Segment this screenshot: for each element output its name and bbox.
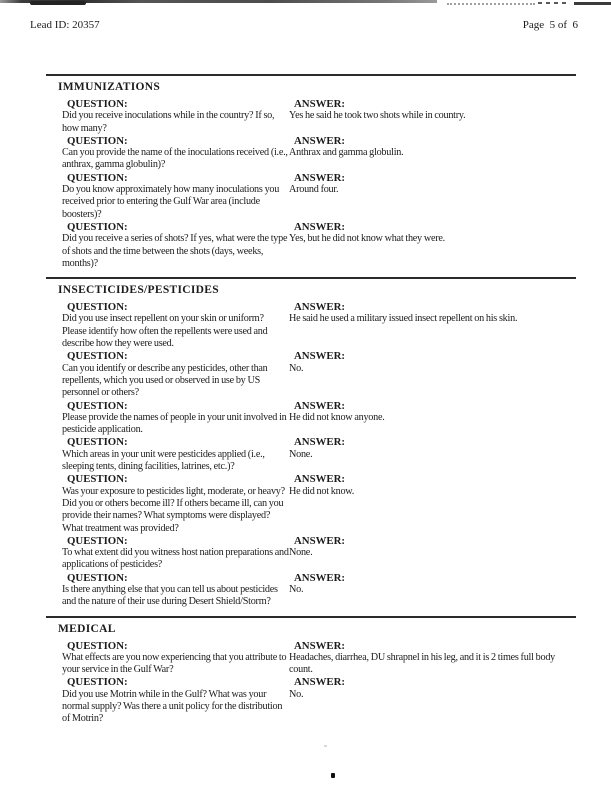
answer-text: None. (289, 547, 313, 559)
qa-row (62, 676, 576, 725)
section-medical (46, 616, 576, 726)
question-text: Did you receive inoculations while in the country? If so, how many? (62, 110, 275, 134)
question-label: QUESTION: (67, 473, 128, 486)
answer-text: Yes, but he did not know what they were. (289, 233, 445, 245)
question-label: QUESTION: (67, 571, 128, 584)
question-label: QUESTION: (67, 134, 128, 147)
question-text: Can you identify or describe any pesticides, other than repellents, which you used or observed in use by US personnel or others? (62, 362, 268, 399)
qa-row (62, 640, 576, 677)
question-text: Please provide the names of people in your unit involved in pesticide application. (62, 411, 287, 436)
question-label: QUESTION: (67, 98, 128, 110)
section-title: INSECTICIDES/PESTICIDES (58, 284, 219, 297)
answer-text: No. (289, 362, 304, 374)
section-divider (46, 277, 576, 279)
answer-label: ANSWER: (294, 436, 345, 449)
question-label: QUESTION: (67, 436, 128, 449)
question-text: To what extent did you witness host nation preparations and applications of pesticides? (62, 547, 289, 571)
answer-text: He did not know anyone. (289, 411, 385, 423)
scan-artifact-top-right (574, 2, 611, 5)
question-label: QUESTION: (67, 399, 128, 412)
question-label: QUESTION: (67, 350, 128, 363)
answer-label: ANSWER: (294, 571, 345, 584)
question-text: Did you use insect repellent on your skin or uniform? Please identify how often the repellents were used and describe how they were used. (62, 313, 268, 350)
answer-label: ANSWER: (294, 350, 345, 363)
question-text: Did you use Motrin while in the Gulf? What was your normal supply? Was there a unit policy for the distribution of Motrin? (62, 688, 283, 725)
section-title: IMMUNIZATIONS (58, 81, 161, 93)
section-immunizations (46, 74, 576, 270)
question-text: Do you know approximately how many inoculations you received prior to entering the Gulf War area (include boosters)? (62, 184, 280, 220)
lead-id: Lead ID: 20357 (30, 19, 100, 31)
qa-row (62, 172, 576, 221)
answer-text: No. (289, 583, 304, 595)
qa-row (62, 135, 576, 172)
question-label: QUESTION: (67, 676, 128, 689)
answer-label: ANSWER: (294, 534, 345, 547)
scan-artifact-bottom-dot (331, 773, 335, 778)
question-label: QUESTION: (67, 301, 128, 314)
question-text: What effects are you now experiencing that you attribute to your service in the Gulf War? (62, 651, 287, 676)
question-label: QUESTION: (67, 220, 128, 233)
answer-text: No. (289, 688, 304, 700)
scan-artifact-speck (324, 745, 327, 747)
question-label: QUESTION: (67, 639, 128, 652)
qa-row (62, 436, 576, 473)
section-title: MEDICAL (58, 622, 116, 635)
scan-artifact-top-dots (447, 3, 535, 5)
answer-label: ANSWER: (294, 301, 345, 314)
answer-label: ANSWER: (294, 399, 345, 412)
scan-artifact-top-blob (30, 1, 86, 5)
qa-row (62, 572, 576, 609)
question-label: QUESTION: (67, 534, 128, 547)
qa-row (62, 400, 576, 437)
question-text: Which areas in your unit were pesticides applied (i.e., sleeping tents, dining facilities, latrines, etc.)? (62, 448, 265, 473)
answer-text: He did not know. (289, 485, 355, 497)
answer-text: Yes he said he took two shots while in country. (289, 110, 466, 122)
section-divider (46, 74, 576, 76)
page-indicator: Page 5 of 6 (522, 19, 578, 31)
question-text: Was your exposure to pesticides light, moderate, or heavy? Did you or others become ill? If others became ill, can you provide their names? What symptoms were displayed? What treatment was provided? (62, 485, 285, 534)
answer-label: ANSWER: (294, 676, 345, 689)
qa-row (62, 535, 576, 572)
question-text: Can you provide the name of the inoculations received (i.e., anthrax, gamma globulin)? (62, 147, 288, 171)
answer-label: ANSWER: (294, 98, 345, 110)
answer-label: ANSWER: (294, 134, 345, 147)
answer-label: ANSWER: (294, 639, 345, 652)
qa-row (62, 473, 576, 534)
question-label: QUESTION: (67, 171, 128, 184)
answer-text: Headaches, diarrhea, DU shrapnel in his leg, and it is 2 times full body count. (289, 651, 556, 676)
scan-artifact-top-dashes (538, 2, 570, 4)
question-text: Did you receive a series of shots? If yes, what were the type of shots and the time between the shots (days, weeks, months)? (62, 233, 288, 269)
answer-label: ANSWER: (294, 473, 345, 486)
answer-text: Anthrax and gamma globulin. (289, 147, 404, 159)
question-text: Is there anything else that you can tell us about pesticides and the nature of their use during Desert Shield/Storm? (62, 583, 278, 608)
qa-row (62, 301, 576, 350)
qa-row (62, 350, 576, 399)
answer-label: ANSWER: (294, 171, 345, 184)
answer-label: ANSWER: (294, 220, 345, 233)
answer-text: He said he used a military issued insect repellent on his skin. (289, 313, 518, 325)
document-body (46, 74, 576, 733)
answer-text: None. (289, 448, 313, 460)
section-insecticides-pesticides (46, 277, 576, 608)
answer-text: Around four. (289, 184, 339, 196)
qa-row (62, 221, 576, 270)
section-divider (46, 616, 576, 618)
qa-row (62, 98, 576, 135)
